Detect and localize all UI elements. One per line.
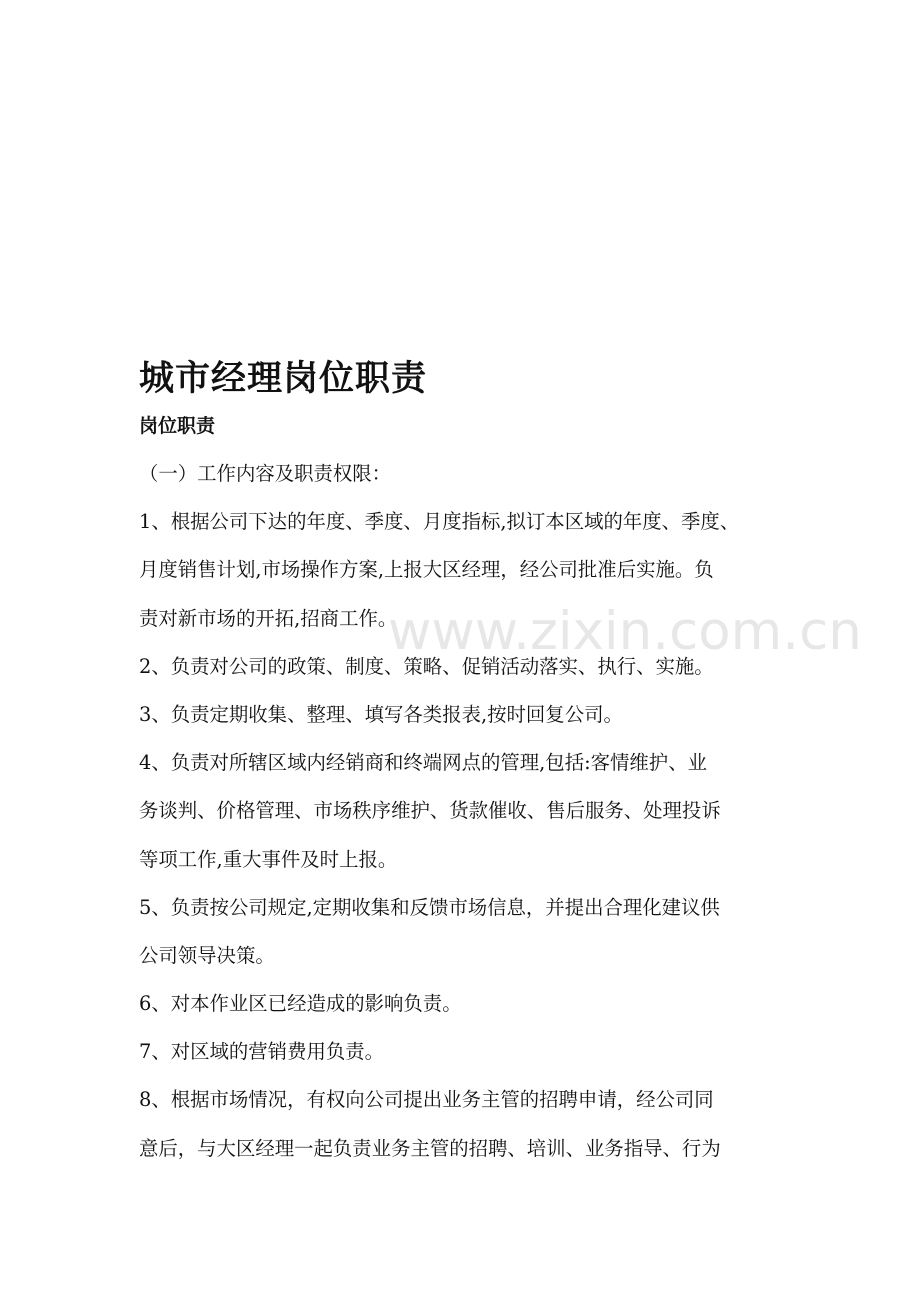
text-line: 责对新市场的开拓,招商工作。 — [139, 606, 398, 630]
text-line: 3、负责定期收集、整理、填写各类报表,按时回复公司。 — [139, 702, 623, 726]
text-line: 意后，与大区经理一起负责业务主管的招聘、培训、业务指导、行为 — [139, 1136, 721, 1160]
document-body — [139, 355, 862, 1173]
text-line: 7、对区域的营销费用负责。 — [139, 1040, 385, 1064]
text-line: 1、根据公司下达的年度、季度、月度指标,拟订本区域的年度、季度、 — [139, 510, 740, 534]
text-line: 5、负责按公司规定,定期收集和反馈市场信息，并提出合理化建议供 — [139, 895, 720, 919]
text-line: 4、负责对所辖区域内经销商和终端网点的管理,包括:客情维护、业 — [139, 751, 707, 775]
text-line: 公司领导决策。 — [139, 943, 275, 967]
text-line: 2、负责对公司的政策、制度、策略、促销活动落实、执行、实施。 — [139, 654, 714, 678]
text-line: 6、对本作业区已经造成的影响负责。 — [139, 992, 462, 1016]
document-title: 城市经理岗位职责 — [139, 358, 428, 399]
text-line: （一）工作内容及职责权限： — [139, 462, 392, 485]
text-line: 务谈判、价格管理、市场秩序维护、货款催收、售后服务、处理投诉 — [139, 799, 721, 823]
section-heading: 岗位职责 — [139, 415, 216, 437]
text-line: 8、根据市场情况，有权向公司提出业务主管的招聘申请，经公司同 — [139, 1088, 714, 1112]
text-line: 月度销售计划,市场操作方案,上报大区经理，经公司批准后实施。负 — [139, 558, 714, 582]
watermark: www.zixin.com.cn — [388, 601, 862, 662]
text-line: 等项工作,重大事件及时上报。 — [139, 847, 398, 871]
